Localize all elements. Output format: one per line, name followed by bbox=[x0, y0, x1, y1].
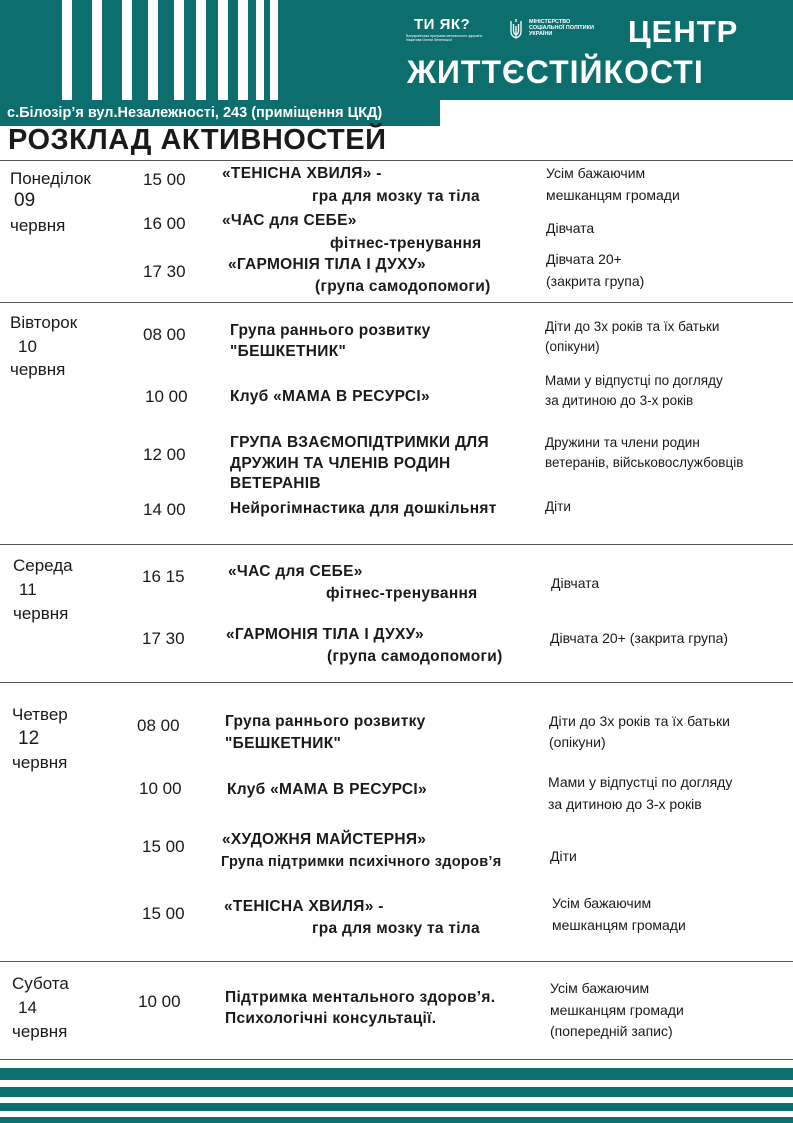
activity-title: Група раннього розвитку bbox=[230, 322, 431, 339]
tiyak-logo-subtitle: Всеукраїнська програма ментального здоров'я ініціатива Олени Зеленської bbox=[406, 34, 482, 42]
activity-title-line3: ВЕТЕРАНІВ bbox=[230, 475, 321, 492]
entry-time: 08 00 bbox=[143, 325, 186, 344]
divider bbox=[0, 1059, 793, 1060]
day-month: червня bbox=[10, 360, 66, 379]
entry-time: 17 30 bbox=[142, 629, 185, 648]
footer-stripe bbox=[0, 1087, 793, 1097]
entry-time: 12 00 bbox=[143, 445, 186, 464]
day-month: червня bbox=[10, 216, 66, 235]
tiyak-logo: ТИ ЯК? bbox=[414, 16, 471, 33]
activity-subtitle: гра для мозку та тіла bbox=[312, 920, 480, 937]
day-number: 09 bbox=[14, 190, 36, 211]
day-name: Четвер bbox=[12, 705, 68, 724]
activity-title: Підтримка ментального здоров’я. bbox=[225, 989, 496, 1006]
entry-time: 10 00 bbox=[138, 992, 181, 1011]
entry-time: 16 15 bbox=[142, 567, 185, 586]
audience: Усім бажаючим bbox=[550, 980, 650, 996]
day-number: 11 bbox=[19, 580, 37, 599]
audience: Усім бажаючим bbox=[552, 895, 652, 911]
day-number: 14 bbox=[18, 998, 37, 1017]
activity-subtitle: фітнес-тренування bbox=[326, 585, 478, 602]
decorative-stripes bbox=[0, 0, 290, 100]
trident-icon bbox=[508, 18, 524, 40]
activity-title: «ТЕНІСНА ХВИЛЯ» - bbox=[224, 898, 384, 915]
divider bbox=[0, 160, 793, 161]
schedule-title: РОЗКЛАД АКТИВНОСТЕЙ bbox=[8, 124, 387, 156]
audience: Дівчата 20+ (закрита група) bbox=[550, 630, 729, 646]
divider bbox=[0, 302, 793, 303]
day-name: Понеділок bbox=[10, 169, 91, 188]
audience: (попередній запис) bbox=[550, 1023, 673, 1039]
day-month: червня bbox=[13, 604, 69, 623]
day-name: Вівторок bbox=[10, 313, 78, 332]
activity-title: «ГАРМОНІЯ ТІЛА І ДУХУ» bbox=[226, 626, 424, 643]
activity-title: Нейрогімнастика для дошкільнят bbox=[230, 500, 497, 517]
header-banner bbox=[0, 0, 793, 100]
audience: Усім бажаючим bbox=[546, 165, 646, 181]
audience: Дівчата bbox=[546, 220, 595, 236]
entry-time: 10 00 bbox=[145, 387, 188, 406]
entry-time: 15 00 bbox=[142, 837, 185, 856]
audience: мешканцям громади bbox=[550, 1002, 684, 1018]
entry-time: 17 30 bbox=[143, 262, 186, 281]
day-month: червня bbox=[12, 753, 68, 772]
day-name: Субота bbox=[12, 974, 69, 993]
audience: за дитиною до 3-х років bbox=[548, 796, 702, 812]
activity-subtitle: Група підтримки психічного здоров’я bbox=[221, 854, 502, 870]
divider bbox=[0, 544, 793, 545]
activity-title: Клуб «МАМА В РЕСУРСІ» bbox=[227, 781, 427, 798]
footer-stripe bbox=[0, 1117, 793, 1123]
activity-subtitle: Психологічні консультації. bbox=[225, 1010, 437, 1027]
divider bbox=[0, 961, 793, 962]
audience: за дитиною до 3-х років bbox=[545, 393, 694, 408]
address: с.Білозір’я вул.Незалежності, 243 (приміщення ЦКД) bbox=[7, 105, 383, 121]
day-name: Середа bbox=[13, 556, 73, 575]
entry-time: 15 00 bbox=[143, 170, 186, 189]
footer-stripe bbox=[0, 1103, 793, 1111]
activity-title: Група раннього розвитку bbox=[225, 713, 426, 730]
activity-subtitle: "БЕШКЕТНИК" bbox=[225, 735, 342, 752]
activity-subtitle: "БЕШКЕТНИК" bbox=[230, 343, 347, 360]
audience: (опікуни) bbox=[545, 339, 600, 354]
day-number: 10 bbox=[18, 337, 37, 356]
audience: (опікуни) bbox=[549, 734, 606, 750]
day-number: 12 bbox=[18, 728, 40, 749]
audience: Мами у відпустці по догляду bbox=[548, 774, 733, 790]
audience: Дівчата 20+ bbox=[546, 251, 622, 267]
center-title-line1: ЦЕНТР bbox=[628, 14, 739, 49]
audience: мешканцям громади bbox=[546, 187, 680, 203]
activity-title: «ХУДОЖНЯ МАЙСТЕРНЯ» bbox=[222, 831, 427, 848]
entry-time: 08 00 bbox=[137, 716, 180, 735]
center-title-line2: ЖИТТЄСТІЙКОСТІ bbox=[407, 54, 704, 90]
footer-stripe bbox=[0, 1068, 793, 1080]
entry-time: 14 00 bbox=[143, 500, 186, 519]
activity-title: ГРУПА ВЗАЄМОПІДТРИМКИ ДЛЯ bbox=[230, 434, 489, 451]
activity-title: «ГАРМОНІЯ ТІЛА І ДУХУ» bbox=[228, 256, 426, 273]
audience: Мами у відпустці по догляду bbox=[545, 373, 723, 388]
divider bbox=[0, 682, 793, 683]
activity-title: Клуб «МАМА В РЕСУРСІ» bbox=[230, 388, 430, 405]
audience: мешканцям громади bbox=[552, 917, 686, 933]
audience: ветеранів, військовослужбовців bbox=[545, 455, 744, 470]
entry-time: 16 00 bbox=[143, 214, 186, 233]
activity-subtitle: фітнес-тренування bbox=[330, 235, 482, 252]
audience: Діти bbox=[550, 848, 577, 864]
entry-time: 10 00 bbox=[139, 779, 182, 798]
ministry-logo-text: МІНІСТЕРСТВО СОЦІАЛЬНОЇ ПОЛІТИКИ УКРАЇНИ bbox=[529, 19, 594, 37]
activity-title: «ЧАС для СЕБЕ» bbox=[222, 212, 357, 229]
activity-subtitle: гра для мозку та тіла bbox=[312, 188, 480, 205]
entry-time: 15 00 bbox=[142, 904, 185, 923]
day-month: червня bbox=[12, 1022, 68, 1041]
audience: Діти до 3х років та їх батьки bbox=[545, 319, 720, 334]
audience: (закрита група) bbox=[546, 273, 645, 289]
activity-subtitle: (група самодопомоги) bbox=[327, 648, 503, 665]
activity-title: «ЧАС для СЕБЕ» bbox=[228, 563, 363, 580]
audience: Дружини та члени родин bbox=[545, 435, 700, 450]
audience: Діти до 3х років та їх батьки bbox=[549, 713, 730, 729]
activity-title-line2: ДРУЖИН ТА ЧЛЕНІВ РОДИН bbox=[230, 455, 451, 472]
audience: Дівчата bbox=[551, 575, 600, 591]
activity-title: «ТЕНІСНА ХВИЛЯ» - bbox=[222, 165, 382, 182]
activity-subtitle: (група самодопомоги) bbox=[315, 278, 491, 295]
audience: Діти bbox=[545, 499, 571, 514]
